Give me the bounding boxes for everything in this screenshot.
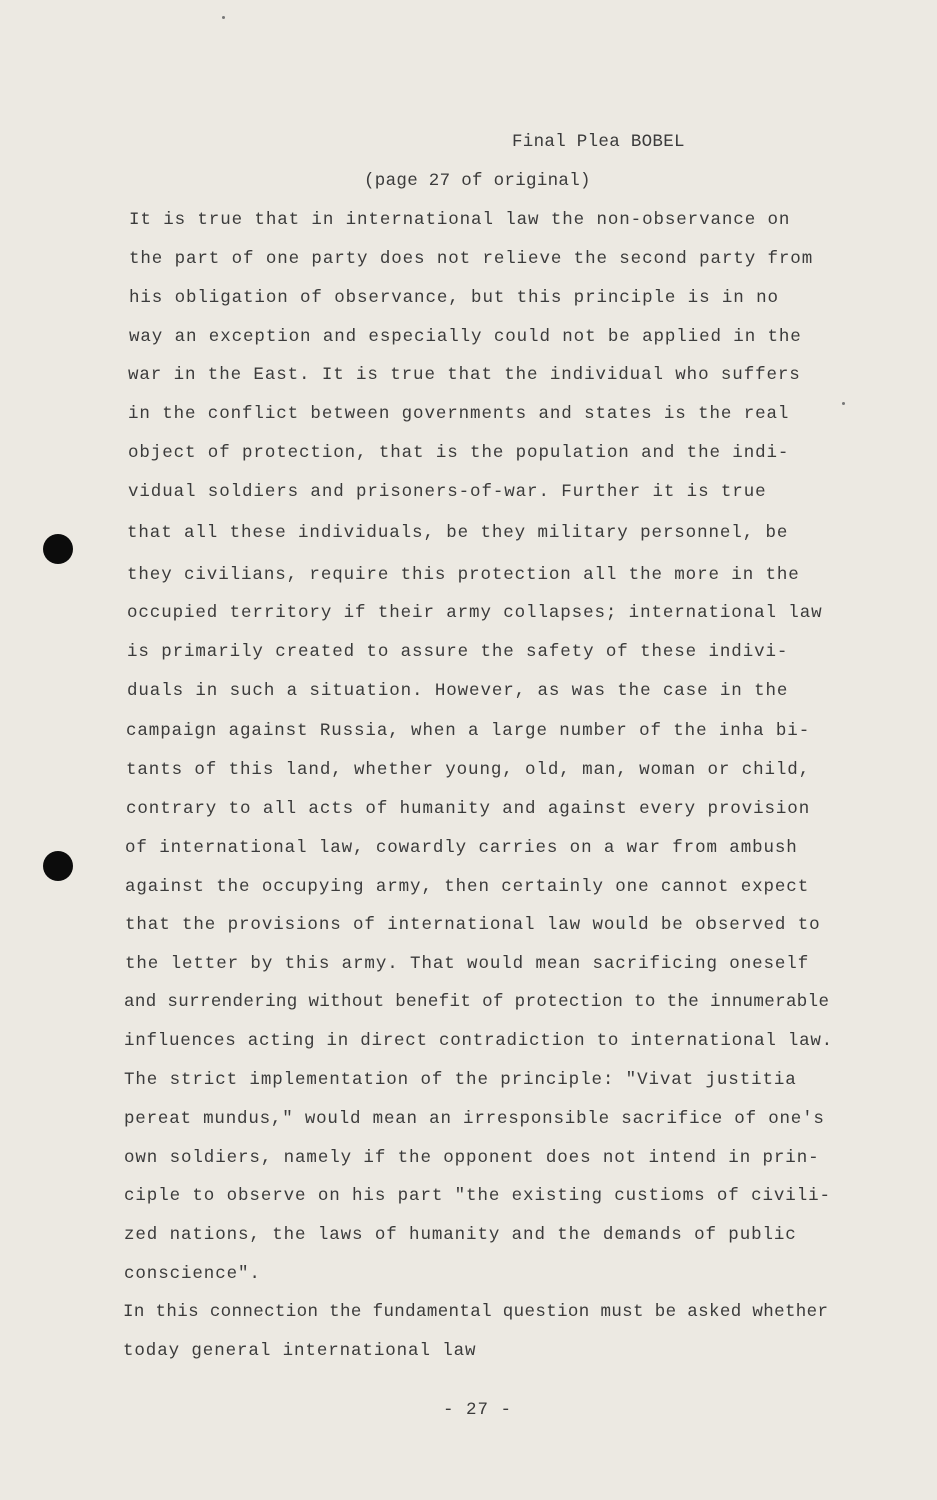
- text-line: that all these individuals, be they military personnel, be: [127, 523, 789, 543]
- text-line: vidual soldiers and prisoners-of-war. Further it is true: [128, 482, 767, 502]
- text-line: against the occupying army, then certainly one cannot expect: [125, 877, 810, 897]
- paper-speck: [842, 402, 845, 405]
- text-line: war in the East. It is true that the individual who suffers: [128, 365, 801, 385]
- text-line: occupied territory if their army collapses; international law: [127, 603, 823, 623]
- text-line: In this connection the fundamental question must be asked whether: [123, 1302, 829, 1322]
- text-line: in the conflict between governments and states is the real: [128, 404, 790, 424]
- page-number: - 27 -: [443, 1400, 513, 1420]
- text-line: zed nations, the laws of humanity and the demands of public: [124, 1225, 797, 1245]
- text-line: and surrendering without benefit of protection to the innumerable: [124, 992, 830, 1012]
- text-line: influences acting in direct contradiction to international law.: [124, 1031, 833, 1051]
- text-line: the letter by this army. That would mean sacrificing oneself: [125, 954, 810, 974]
- text-line: contrary to all acts of humanity and against every provision: [126, 799, 811, 819]
- punch-hole: [43, 851, 73, 881]
- text-line: The strict implementation of the principle: "Vivat justitia: [124, 1070, 797, 1090]
- text-line: the part of one party does not relieve the second party from: [129, 249, 814, 269]
- text-line: way an exception and especially could not be applied in the: [129, 327, 802, 347]
- text-line: object of protection, that is the population and the indi-: [128, 443, 790, 463]
- text-line: today general international law: [123, 1341, 477, 1361]
- document-title: Final Plea BOBEL: [512, 132, 685, 152]
- text-line: ciple to observe on his part "the existing custioms of civili-: [124, 1186, 831, 1206]
- text-line: It is true that in international law the non-observance on: [129, 210, 791, 230]
- text-line: conscience".: [124, 1264, 261, 1284]
- text-line: they civilians, require this protection all the more in the: [127, 565, 800, 585]
- text-line: own soldiers, namely if the opponent does not intend in prin-: [124, 1148, 820, 1168]
- text-line: is primarily created to assure the safety of these indivi-: [127, 642, 789, 662]
- punch-hole: [43, 534, 73, 564]
- text-line: that the provisions of international law would be observed to: [125, 915, 821, 935]
- text-line: campaign against Russia, when a large number of the inha bi-: [126, 721, 811, 741]
- text-line: of international law, cowardly carries on a war from ambush: [125, 838, 798, 858]
- document-subtitle: (page 27 of original): [364, 171, 591, 191]
- paper-speck: [222, 16, 225, 19]
- text-line: pereat mundus," would mean an irresponsible sacrifice of one's: [124, 1109, 825, 1129]
- text-line: his obligation of observance, but this principle is in no: [129, 288, 779, 308]
- text-line: tants of this land, whether young, old, man, woman or child,: [126, 760, 811, 780]
- text-line: duals in such a situation. However, as was the case in the: [127, 681, 789, 701]
